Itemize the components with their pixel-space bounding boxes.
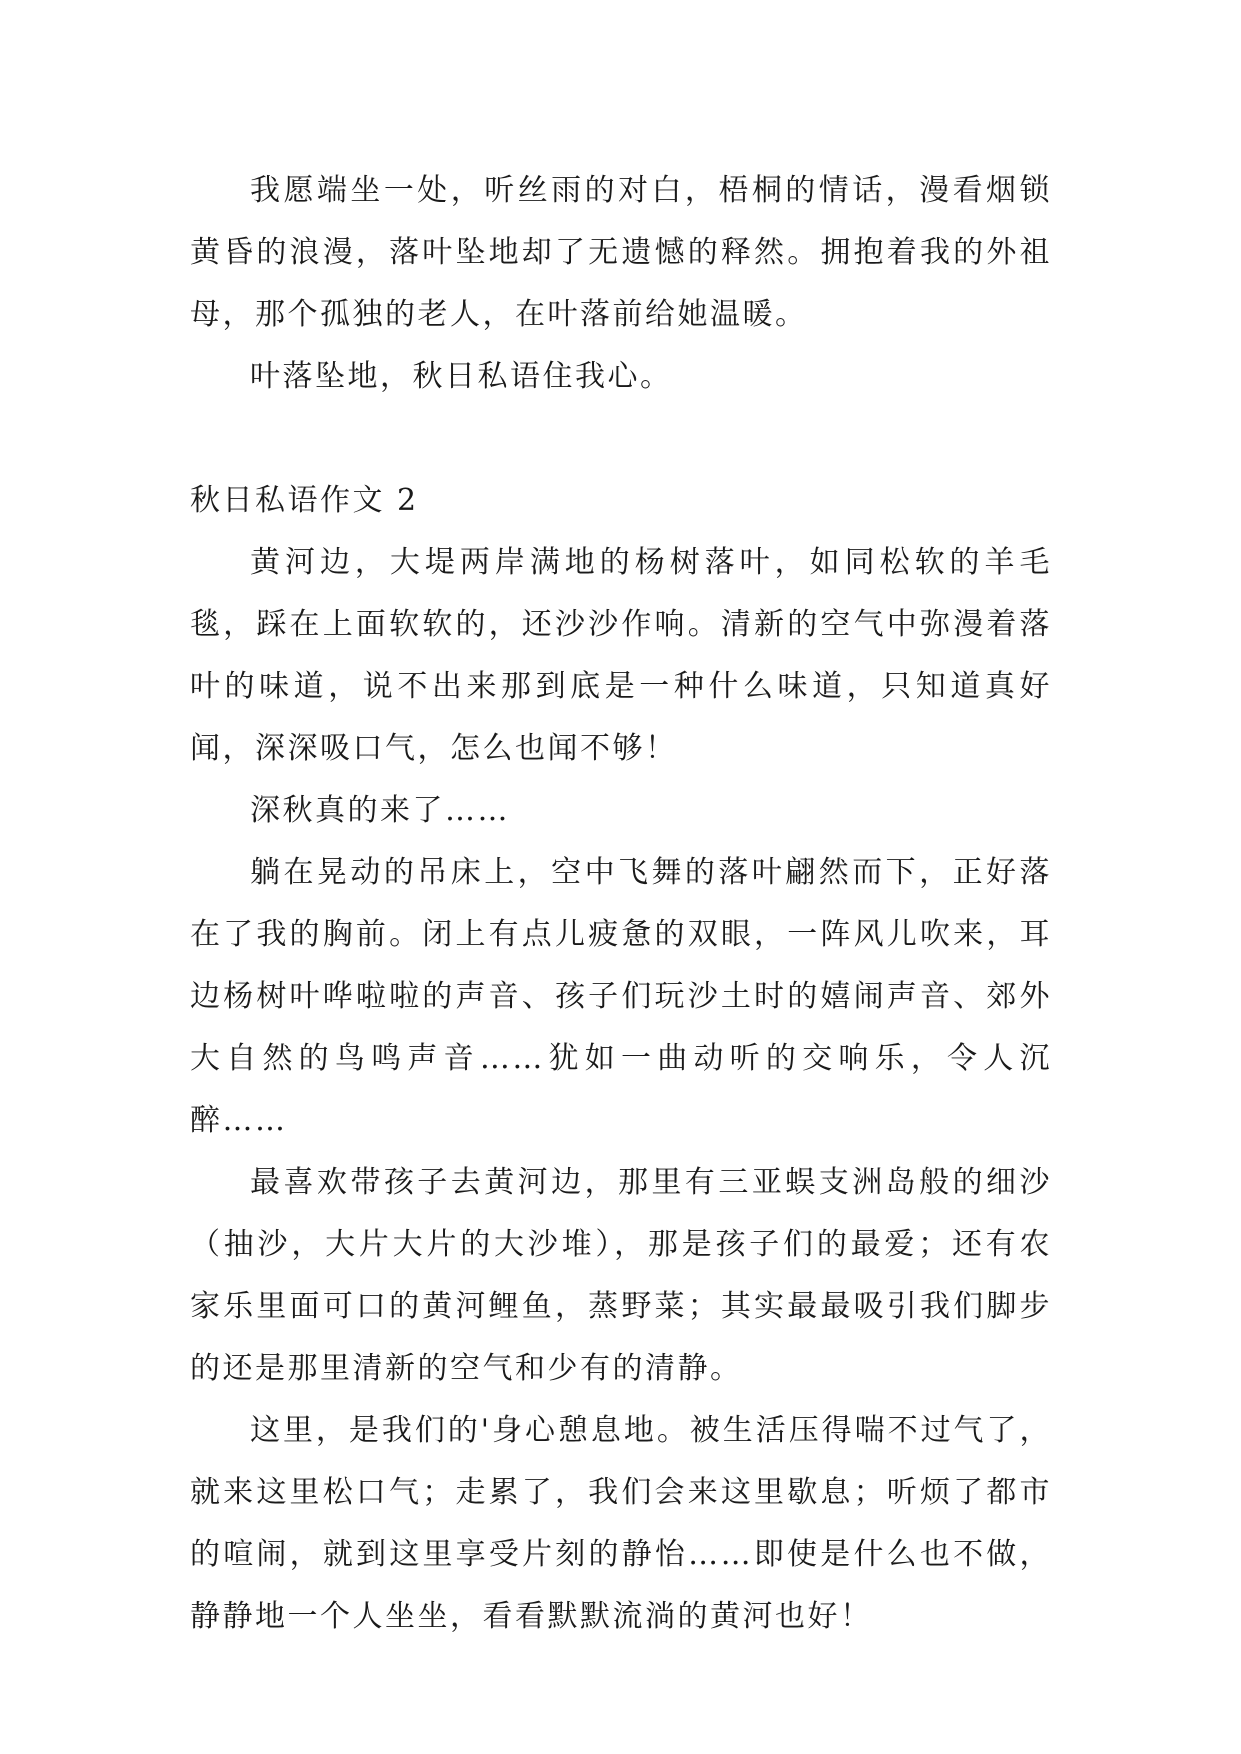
- paragraph: 我愿端坐一处，听丝雨的对白，梧桐的情话，漫看烟锁黄昏的浪漫，落叶坠地却了无遗憾的释然。拥抱着我的外祖母，那个孤独的老人，在叶落前给她温暖。: [190, 173, 1052, 332]
- paragraph: 这里，是我们的'身心憩息地。被生活压得喘不过气了，就来这里松口气；走累了，我们会来这里歇息；听烦了都市的喧闹，就到这里享受片刻的静怡……即使是什么也不做，静静地一个人坐坐，看看默默流淌的黄河也好！: [190, 1413, 1052, 1634]
- paragraph: 叶落坠地，秋日私语住我心。: [250, 359, 673, 394]
- section-gap: [190, 408, 1052, 470]
- paragraph: 最喜欢带孩子去黄河边，那里有三亚蜈支洲岛般的细沙（抽沙，大片大片的大沙堆），那是孩子们的最爱；还有农家乐里面可口的黄河鲤鱼，蒸野菜；其实最最吸引我们脚步的还是那里清新的空气和少有的清静。: [190, 1165, 1052, 1386]
- document-page: [190, 160, 1052, 1648]
- paragraph: 躺在晃动的吊床上，空中飞舞的落叶翩然而下，正好落在了我的胸前。闭上有点儿疲惫的双眼，一阵风儿吹来，耳边杨树叶哗啦啦的声音、孩子们玩沙土时的嬉闹声音、郊外大自然的鸟鸣声音……犹如一曲动听的交响乐，令人沉醉……: [190, 855, 1052, 1138]
- paragraph: 深秋真的来了……: [250, 793, 510, 828]
- section-title: 秋日私语作文 2: [190, 483, 419, 518]
- paragraph: 黄河边，大堤两岸满地的杨树落叶，如同松软的羊毛毯，踩在上面软软的，还沙沙作响。清新的空气中弥漫着落叶的味道，说不出来那到底是一种什么味道，只知道真好闻，深深吸口气，怎么也闻不够！: [190, 545, 1052, 766]
